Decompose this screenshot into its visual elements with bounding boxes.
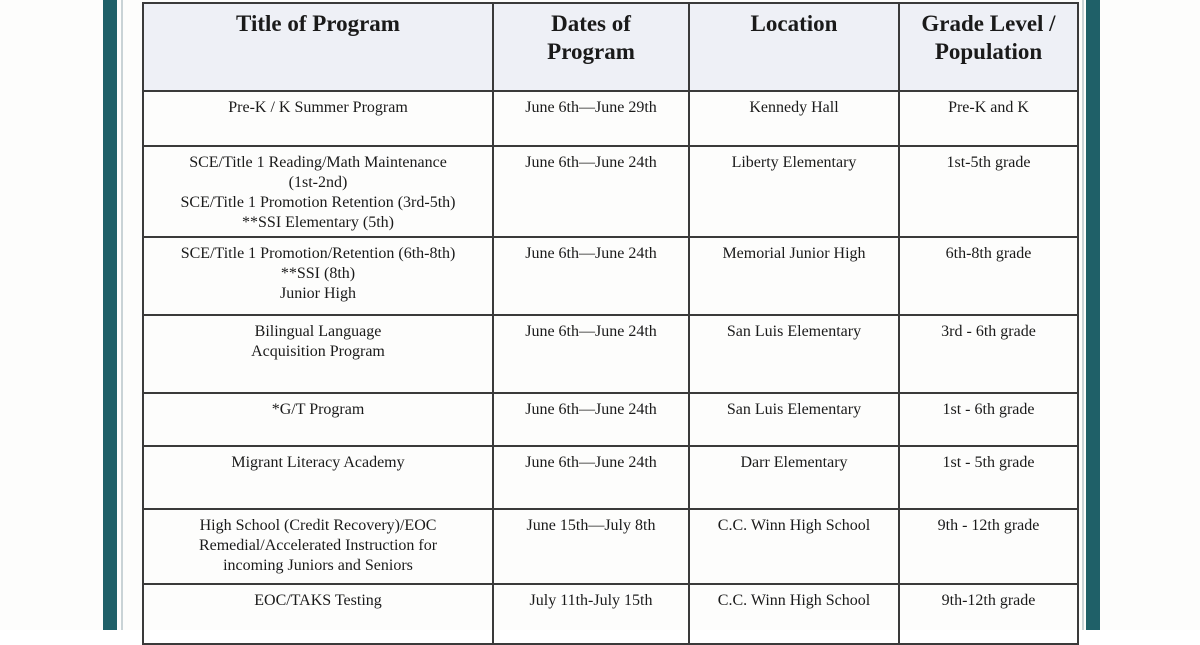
program-location-cell: C.C. Winn High School [689,584,899,644]
table-row [143,91,1078,146]
table-row [143,393,1078,446]
table-row [143,237,1078,315]
program-grade-cell: 9th-12th grade [899,584,1078,644]
program-grade-cell: 1st-5th grade [899,146,1078,237]
left-inner-rule [121,0,123,630]
program-title-cell: EOC/TAKS Testing [143,584,493,644]
program-dates-cell: June 6th—June 29th [493,91,689,146]
program-grade-cell: Pre-K and K [899,91,1078,146]
program-location-cell: C.C. Winn High School [689,509,899,584]
program-grade-cell: 9th - 12th grade [899,509,1078,584]
program-dates-cell: June 6th—June 24th [493,393,689,446]
program-title-cell: *G/T Program [143,393,493,446]
table-row [143,509,1078,584]
header-location: Location [689,3,899,91]
program-grade-cell: 1st - 6th grade [899,393,1078,446]
program-grade-cell: 3rd - 6th grade [899,315,1078,393]
program-grade-cell: 1st - 5th grade [899,446,1078,509]
program-dates-cell: June 6th—June 24th [493,237,689,315]
summer-programs-table [142,2,1079,645]
program-dates-cell: June 6th—June 24th [493,146,689,237]
program-title-cell: SCE/Title 1 Reading/Math Maintenance (1st-2nd) SCE/Title 1 Promotion Retention (3rd-5th) **SSI Elementary (5th) [143,146,493,237]
program-title-cell: High School (Credit Recovery)/EOC Remedial/Accelerated Instruction for incoming Juniors and Seniors [143,509,493,584]
program-location-cell: Kennedy Hall [689,91,899,146]
header-dates-of-program: Dates of Program [493,3,689,91]
program-grade-cell: 6th-8th grade [899,237,1078,315]
program-location-cell: San Luis Elementary [689,393,899,446]
program-location-cell: Liberty Elementary [689,146,899,237]
program-title-cell: Bilingual Language Acquisition Program [143,315,493,393]
right-inner-rule [1082,0,1084,630]
program-dates-cell: June 15th—July 8th [493,509,689,584]
table-row [143,446,1078,509]
table-row [143,584,1078,644]
program-title-cell: SCE/Title 1 Promotion/Retention (6th-8th) **SSI (8th) Junior High [143,237,493,315]
program-dates-cell: June 6th—June 24th [493,315,689,393]
program-dates-cell: June 6th—June 24th [493,446,689,509]
program-location-cell: Darr Elementary [689,446,899,509]
program-dates-cell: July 11th-July 15th [493,584,689,644]
program-title-cell: Migrant Literacy Academy [143,446,493,509]
program-title-cell: Pre-K / K Summer Program [143,91,493,146]
program-location-cell: San Luis Elementary [689,315,899,393]
header-grade-level: Grade Level / Population [899,3,1078,91]
right-teal-border [1086,0,1100,630]
table-row [143,146,1078,237]
table-header-row [143,3,1078,91]
table-row [143,315,1078,393]
program-location-cell: Memorial Junior High [689,237,899,315]
left-teal-border [103,0,117,630]
header-title-of-program: Title of Program [143,3,493,91]
